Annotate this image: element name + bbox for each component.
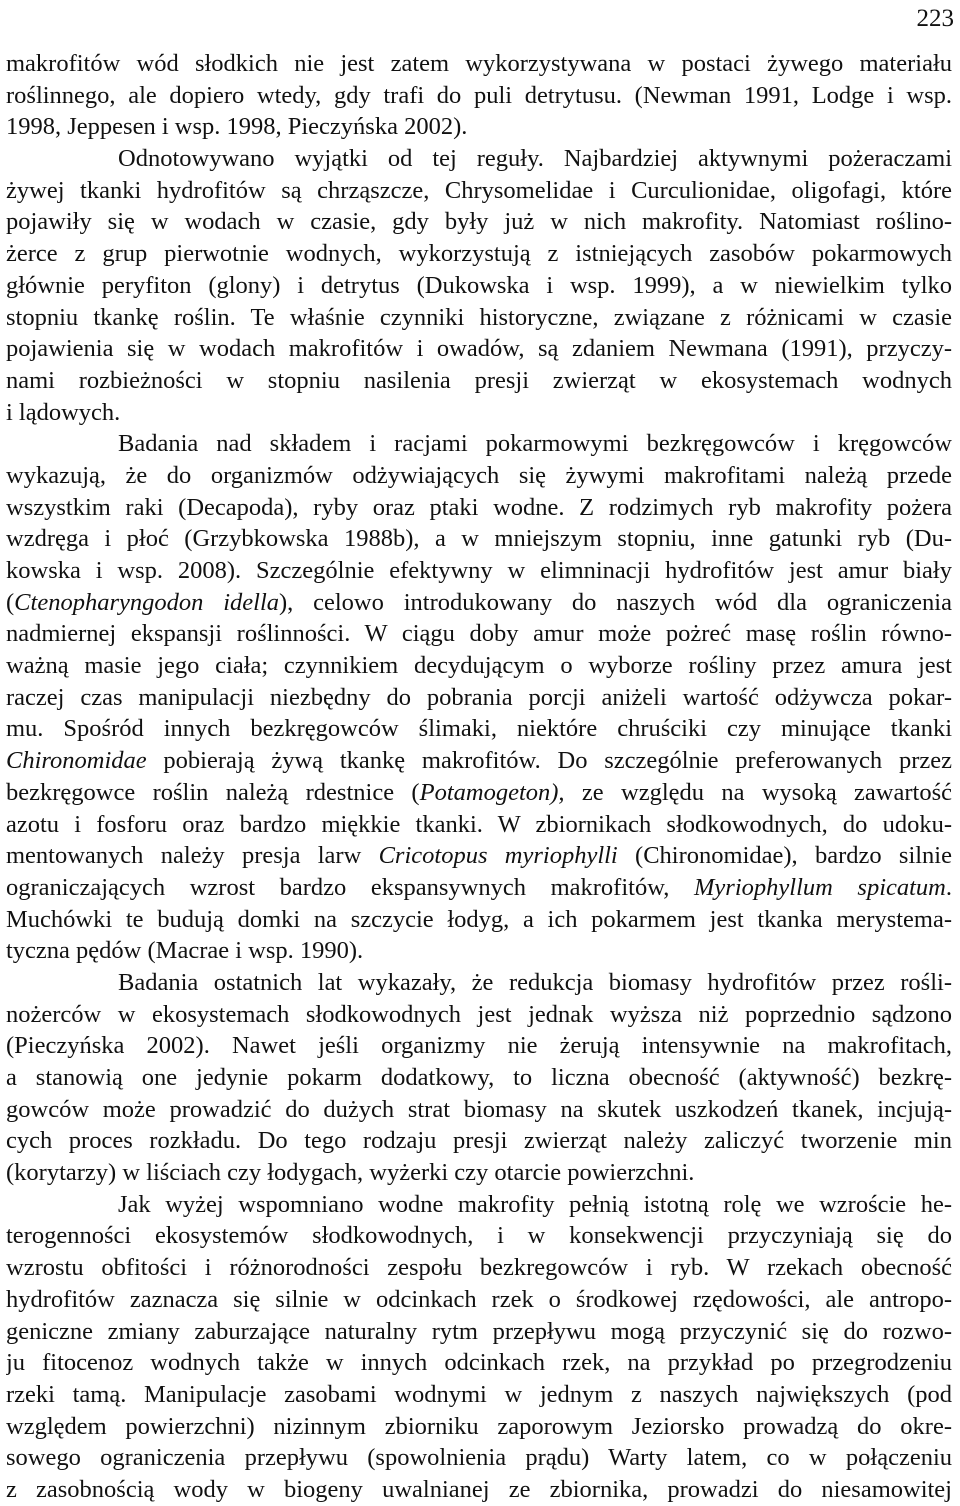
text-line bbox=[6, 492, 952, 524]
text-segment: Muchówki te budują domki na szczycie łodyg, a ich pokarmem jest tkanka merystema- bbox=[6, 905, 952, 933]
text-segment: Badania nad składem i racjami pokarmowymi bezkręgowców i kręgowców bbox=[118, 430, 952, 458]
text-segment: ), celowo introdukowany do naszych wód dla ograniczenia bbox=[279, 588, 952, 616]
page-number: 223 bbox=[916, 5, 954, 32]
text-line bbox=[6, 1284, 952, 1316]
text-line bbox=[6, 397, 952, 429]
text-segment: makrofitów wód słodkich nie jest zatem wykorzystywana w postaci żywego materiału bbox=[6, 50, 952, 77]
text-line bbox=[6, 1474, 952, 1506]
text-segment: ju fitocenoz wodnych także w innych odcinkach rzek, na przykład po przegrodzeniu bbox=[6, 1349, 952, 1377]
text-line bbox=[6, 809, 952, 841]
text-segment: bezkręgowce roślin należą rdestnice ( bbox=[6, 778, 420, 806]
text-segment: ograniczających wzrost bardzo ekspansywnych makrofitów, bbox=[6, 873, 695, 901]
text-segment: stopniu tkankę roślin. Te właśnie czynniki historyczne, związane z różnicami w czasie bbox=[6, 303, 952, 331]
text-segment: a stanowią one jedynie pokarm dodatkowy, to liczna obecność (aktywność) bezkrę- bbox=[6, 1064, 952, 1091]
text-line bbox=[6, 1316, 952, 1348]
text-segment: i lądowych. bbox=[6, 398, 121, 426]
text-line bbox=[6, 1347, 952, 1379]
text-segment: (Chironomidae), bardzo silnie bbox=[617, 842, 952, 870]
text-line bbox=[6, 587, 952, 619]
text-segment: wzrostu obfitości i różnorodności zespołu bezkregowców i ryb. W rzekach obecność bbox=[6, 1254, 952, 1282]
text-segment: nożerców w ekosystemach słodkowodnych jest jednak wyższa niż poprzednio sądzono bbox=[6, 1000, 952, 1028]
text-line bbox=[6, 999, 952, 1031]
text-segment: terogenności ekosystemów słodkowodnych, i w konsekwencji przyczyniają się do bbox=[6, 1222, 952, 1250]
text-line bbox=[6, 1379, 952, 1411]
text-segment: żerce z grup pierwotnie wodnych, wykorzystują z istniejących zasobów pokarmowych bbox=[6, 240, 952, 268]
text-segment: wzdręga i płoć (Grzybkowska 1988b), a w mniejszym stopniu, inne gatunki ryb (Du- bbox=[6, 525, 952, 553]
text-segment: tyczna pędów (Macrae i wsp. 1990). bbox=[6, 937, 364, 965]
text-line bbox=[6, 111, 952, 143]
text-segment: z zasobnością wody w biogeny uwalnianej ze zbiornika, prowadzi do niesamowitej bbox=[6, 1475, 952, 1503]
italic-text-segment: Cricotopus myriophylli bbox=[378, 842, 618, 870]
text-line bbox=[6, 48, 952, 80]
text-line bbox=[6, 1094, 952, 1126]
text-segment: Odnotowywano wyjątki od tej reguły. Najbardziej aktywnymi pożeraczami bbox=[118, 145, 952, 173]
text-line bbox=[6, 1220, 952, 1252]
text-line bbox=[6, 523, 952, 555]
text-line bbox=[6, 1189, 952, 1221]
italic-text-segment: Chironomidae bbox=[6, 747, 147, 775]
text-segment: raczej czas manipulacji niezbędny do pobrania porcji aniżeli wartość odżywcza pokar- bbox=[6, 683, 952, 711]
text-line bbox=[6, 460, 952, 492]
text-segment: nadmiernej ekspansji roślinności. W ciągu doby amur może pożreć masę roślin równo- bbox=[6, 620, 952, 648]
text-segment: Badania ostatnich lat wykazały, że redukcja biomasy hydrofitów przez rośli- bbox=[118, 968, 952, 996]
text-line bbox=[6, 302, 952, 334]
text-line bbox=[6, 238, 952, 270]
text-line bbox=[6, 840, 952, 872]
text-line bbox=[6, 270, 952, 302]
text-segment: pojawiły się w wodach w czasie, gdy były już w nich makrofity. Natomiast roślino- bbox=[6, 208, 952, 236]
text-segment: mentowanych należy presja larw bbox=[6, 842, 379, 870]
text-segment: gowców może prowadzić do dużych strat biomasy na skutek uszkodzeń tkanek, incjują- bbox=[6, 1095, 952, 1123]
text-segment: pojawienia się w wodach makrofitów i owadów, są zdaniem Newmana (1991), przyczy- bbox=[6, 335, 952, 363]
text-segment: żywej tkanki hydrofitów są chrząszcze, Chrysomelidae i Curculionidae, oligofagi, które bbox=[6, 176, 952, 204]
text-segment: (Pieczyńska 2002). Nawet jeśli organizmy nie żerują intensywnie na makrofitach, bbox=[6, 1032, 952, 1060]
text-segment: wykazują, że do organizmów odżywiających się żywymi makrofitami należą przede bbox=[6, 461, 952, 489]
text-line bbox=[6, 618, 952, 650]
text-line bbox=[6, 967, 952, 999]
text-line bbox=[6, 555, 952, 587]
text-line bbox=[6, 1411, 952, 1443]
text-line bbox=[6, 175, 952, 207]
text-segment: hydrofitów zaznacza się silnie w odcinkach rzek o środkowej rzędowości, ale antropo- bbox=[6, 1285, 952, 1313]
text-segment: mu. Spośród innych bezkręgowców ślimaki, niektóre chruściki czy minujące tkanki bbox=[6, 715, 952, 743]
text-line bbox=[6, 1062, 952, 1094]
text-line bbox=[6, 935, 952, 967]
text-segment: (korytarzy) w liściach czy łodygach, wyżerki czy otarcie powierzchni. bbox=[6, 1159, 695, 1187]
text-line bbox=[6, 333, 952, 365]
text-segment: ważną masie jego ciała; czynnikiem decydującym o wyborze rośliny przez amura jest bbox=[6, 652, 952, 680]
text-segment: cych proces rozkładu. Do tego rodzaju presji zwierząt należy zaliczyć tworzenie min bbox=[6, 1127, 952, 1155]
text-segment: pobierają żywą tkankę makrofitów. Do szczególnie preferowanych przez bbox=[146, 747, 952, 775]
text-segment: głównie peryfiton (glony) i detrytus (Dukowska i wsp. 1999), a w niewielkim tylko bbox=[6, 271, 952, 299]
text-line bbox=[6, 1157, 952, 1189]
text-segment: geniczne zmiany zaburzające naturalny rytm przepływu mogą przyczynić się do rozwo- bbox=[6, 1317, 952, 1345]
text-line bbox=[6, 682, 952, 714]
text-segment: roślinnego, ale dopiero wtedy, gdy trafi do puli detrytusu. (Newman 1991, Lodge i wsp. bbox=[6, 81, 952, 109]
text-segment: 1998, Jeppesen i wsp. 1998, Pieczyńska 2002). bbox=[6, 113, 468, 141]
text-segment: nami rozbieżności w stopniu nasilenia presji zwierząt w ekosystemach wodnych bbox=[6, 366, 952, 394]
text-line bbox=[6, 872, 952, 904]
text-segment: sowego ograniczenia przepływu (spowolnienia prądu) Warty latem, co w połączeniu bbox=[6, 1444, 952, 1472]
text-line bbox=[6, 1442, 952, 1474]
text-segment: kowska i wsp. 2008). Szczególnie efektywny w elimninacji hydrofitów jest amur biały bbox=[6, 557, 952, 584]
text-segment: ( bbox=[6, 588, 15, 616]
text-segment: Jak wyżej wspomniano wodne makrofity pełnią istotną rolę we wzroście he- bbox=[118, 1190, 952, 1218]
text-line bbox=[6, 1125, 952, 1157]
text-line bbox=[6, 1030, 952, 1062]
text-line bbox=[6, 904, 952, 936]
italic-text-segment: Potamogeton), bbox=[419, 778, 565, 806]
text-line bbox=[6, 206, 952, 238]
text-segment: wszystkim raki (Decapoda), ryby oraz ptaki wodne. Z rodzimych ryb makrofity pożera bbox=[6, 493, 952, 521]
text-segment: rzeki tamą. Manipulacje zasobami wodnymi w jednym z naszych największych (pod bbox=[6, 1380, 952, 1408]
text-line bbox=[6, 650, 952, 682]
text-line bbox=[6, 777, 952, 809]
text-line bbox=[6, 80, 952, 112]
italic-text-segment: Ctenopharyngodon idella bbox=[14, 588, 279, 616]
text-line bbox=[6, 1252, 952, 1284]
text-segment: ze względu na wysoką zawartość bbox=[564, 778, 952, 806]
text-segment: . bbox=[945, 873, 952, 901]
text-line bbox=[6, 713, 952, 745]
text-line bbox=[6, 365, 952, 397]
text-line bbox=[6, 143, 952, 175]
text-line bbox=[6, 745, 952, 777]
text-segment: azotu i fosforu oraz bardzo miękkie tkanki. W zbiornikach słodkowodnych, do udoku- bbox=[6, 810, 952, 838]
text-segment: względem powierzchni) nizinnym zbiorniku zaporowym Jeziorsko prowadzą do okre- bbox=[6, 1412, 952, 1440]
italic-text-segment: Myriophyllum spicatum bbox=[694, 873, 946, 901]
body-text bbox=[6, 48, 952, 1506]
text-line bbox=[6, 428, 952, 460]
